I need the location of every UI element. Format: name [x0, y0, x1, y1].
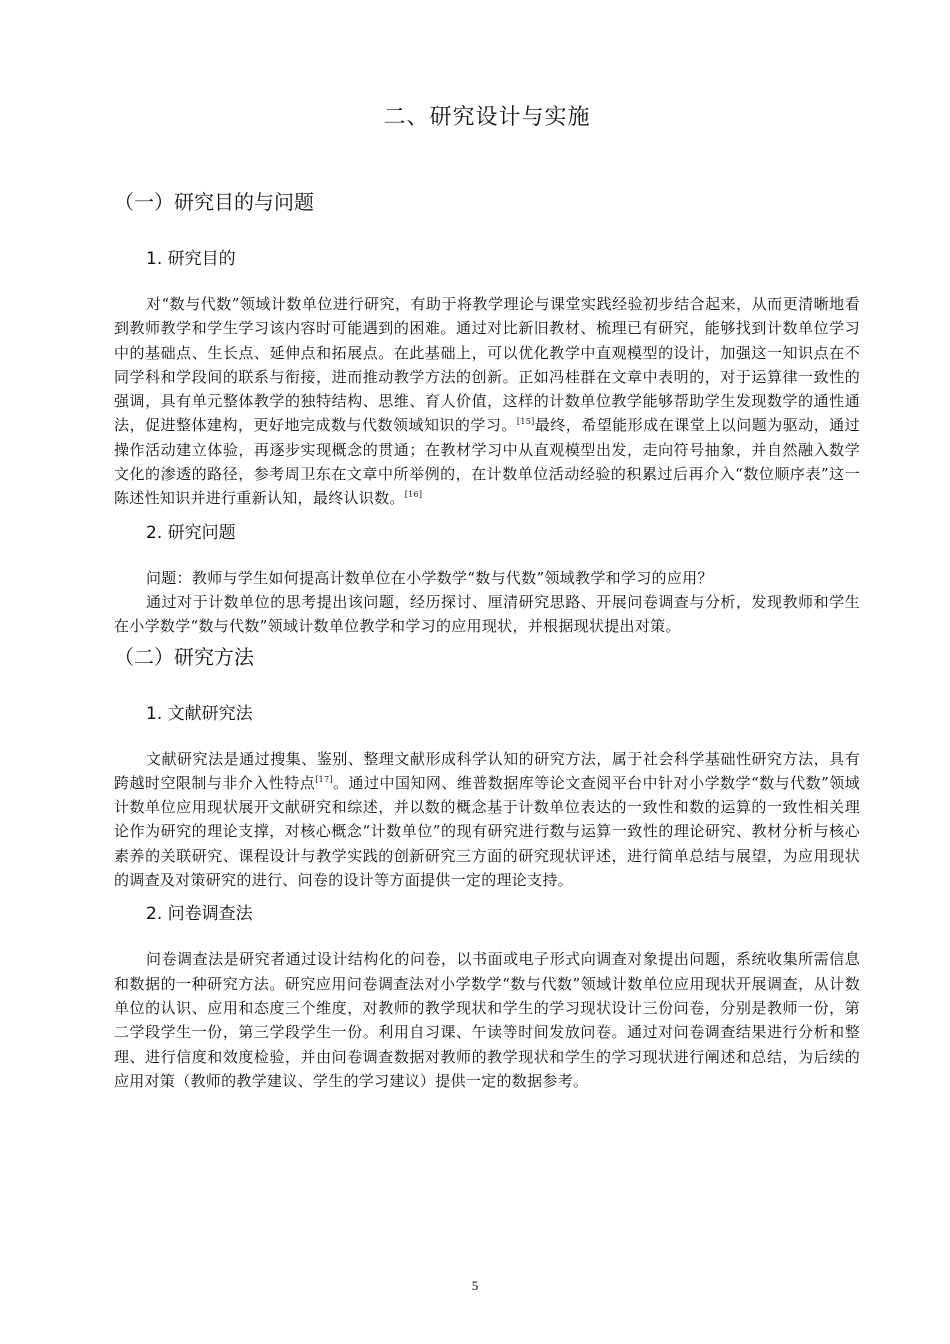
paragraph-question: 问题：教师与学生如何提高计数单位在小学数学“数与代数”领域教学和学习的应用？	[146, 568, 713, 587]
subsection-title-questionnaire-method: 2. 问卷调查法	[146, 904, 253, 925]
paragraph-literature-method: 文献研究法是通过搜集、鉴别、整理文献形成科学认知的研究方法，属于社会科学基础性研究方法，具有跨越时空限制与非介入性特点[17]。通过中国知网、维普数据库等论文查阅平台中针对小学数学“数与代数”领域计数单位应用现状展开文献研究和综述，并以数的概念基于计数单位表达的一致性和数的运算的一致性相关理论作为研究的理论支撑，对核心概念“计数单位”的现有研究进行数与运算一致性的理论研究、教材分析与核心素养的关联研究、课程设计与教学实践的创新研究三方面的研究现状评述，进行简单总结与展望，为应用现状的调查及对策研究的进行、问卷的设计等方面提供一定的理论支持。	[114, 749, 861, 890]
citation-15: [15]	[516, 417, 535, 427]
paragraph-questionnaire-method: 问卷调查法是研究者通过设计结构化的问卷，以书面或电子形式向调查对象提出问题，系统收集所需信息和数据的一种研究方法。研究应用问卷调查法对小学数学“数与代数”领域计数单位应用现状开展调查，从计数单位的认识、应用和态度三个维度，对教师的教学现状和学生的学习现状设计三份问卷，分别是教师一份，第二学段学生一份，第三学段学生一份。利用自习课、午读等时间发放问卷。通过对问卷调查结果进行分析和整理、进行信度和效度检验，并由问卷调查数据对教师的教学现状和学生的学习现状进行阐述和总结，为后续的应用对策（教师的教学建议、学生的学习建议）提供一定的数据参考。	[114, 950, 860, 1090]
page-content	[114, 95, 860, 1093]
subsection-title-research-purpose: 1. 研究目的	[146, 249, 236, 269]
subsection-title-literature-method: 1. 文献研究法	[146, 703, 253, 724]
paragraph-question-explanation: 通过对于计数单位的思考提出该问题，经历探讨、厘清研究思路、开展问卷调查与分析，发现教师和学生在小学数学“数与代数”领域计数单位教学和学习的应用现状，并根据现状提出对策。	[114, 592, 860, 636]
section-title-research-methods: （二）研究方法	[114, 644, 254, 669]
citation-17: [17]	[315, 774, 333, 784]
citation-16: [16]	[404, 490, 423, 500]
section-title-purpose-and-questions: （一）研究目的与问题	[114, 190, 314, 214]
paragraph-research-purpose: 对“数与代数”领域计数单位进行研究，有助于将教学理论与课堂实践经验初步结合起来，从而更清晰地看到教师教学和学生学习该内容时可能遇到的困难。通过对比新旧教材、梳理已有研究，能够找到计数单位学习中的基础点、生长点、延伸点和拓展点。在此基础上，可以优化教学中直观模型的设计，加强这一知识点在不同学科和学段间的联系与衔接，进而推动教学方法的创新。正如冯桂群在文章中表明的，对于运算律一致性的强调，具有单元整体教学的独特结构、思维、育人价值，这样的计数单位教学能够帮助学生发现数学的通性通法，促进整体建构，更好地完成数与代数领域知识的学习。[15]最终，希望能形成在课堂上以问题为驱动，通过操作活动建立体验，再逐步实现概念的贯通；在教材学习中从直观模型出发，走向符号抽象，并自然融入数学文化的渗透的路径，参考周卫东在文章中所举例的，在计数单位活动经验的积累过后再介入“数位顺序表”这一陈述性知识并进行重新认知，最终认识数。[16]	[114, 295, 860, 508]
chapter-title: 二、研究设计与实施	[383, 105, 591, 130]
subsection-title-research-question: 2. 研究问题	[146, 522, 236, 543]
page-number: 5	[471, 1278, 479, 1293]
